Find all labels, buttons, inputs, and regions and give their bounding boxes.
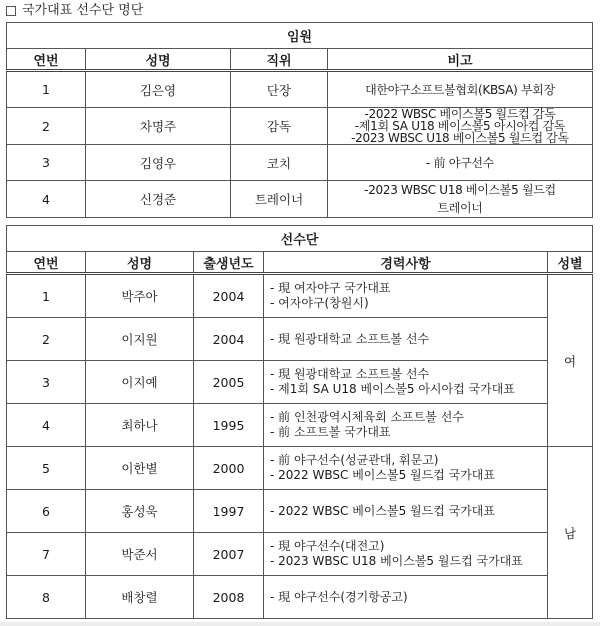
cell-no: 3 (7, 361, 86, 404)
col-header-position: 직위 (231, 49, 328, 71)
cell-no: 4 (7, 404, 86, 447)
cell-position: 단장 (231, 71, 328, 108)
table-row (7, 404, 593, 447)
cell-birth-year: 2005 (194, 361, 264, 404)
cell-notes: -2023 WBSC U18 베이스볼5 월드컵 트레이너 (328, 181, 593, 218)
cell-birth-year: 2007 (194, 533, 264, 576)
staff-table (6, 22, 593, 218)
col-header-no: 연번 (7, 252, 86, 274)
table-row (7, 71, 593, 108)
cell-name: 차명주 (86, 108, 231, 145)
player-table-caption: 선수단 (7, 226, 593, 252)
table-row (7, 318, 593, 361)
cell-name: 박주아 (86, 274, 194, 318)
cell-no: 4 (7, 181, 86, 218)
cell-notes: 대한야구소프트볼협회(KBSA) 부회장 (328, 71, 593, 108)
cell-no: 1 (7, 274, 86, 318)
cell-notes: -2022 WBSC 베이스볼5 월드컵 감독 -제1회 SA U18 베이스볼5 아시아컵 감독 -2023 WBSC U18 베이스볼5 월드컵 감독 (328, 108, 593, 145)
cell-name: 박준서 (86, 533, 194, 576)
cell-no: 2 (7, 318, 86, 361)
cell-name: 김은영 (86, 71, 231, 108)
cell-career: - 現 야구선수(경기항공고) (264, 576, 548, 619)
cell-name: 배창렬 (86, 576, 194, 619)
cell-position: 트레이너 (231, 181, 328, 218)
col-header-birth-year: 출생년도 (194, 252, 264, 274)
checkbox-square-icon (6, 6, 16, 16)
page-bottom-edge (0, 622, 600, 626)
cell-birth-year: 2008 (194, 576, 264, 619)
cell-gender-female: 여 (548, 274, 593, 447)
cell-career: - 現 야구선수(대전고) - 2023 WBSC U18 베이스볼5 월드컵 국가대표 (264, 533, 548, 576)
cell-name: 이한별 (86, 447, 194, 490)
cell-no: 1 (7, 71, 86, 108)
cell-no: 6 (7, 490, 86, 533)
cell-career: - 2022 WBSC 베이스볼5 월드컵 국가대표 (264, 490, 548, 533)
cell-gender-male: 남 (548, 447, 593, 619)
cell-position: 코치 (231, 145, 328, 181)
cell-birth-year: 2004 (194, 318, 264, 361)
cell-notes: - 前 야구선수 (328, 145, 593, 181)
cell-name: 최하나 (86, 404, 194, 447)
table-row (7, 145, 593, 181)
table-row (7, 361, 593, 404)
table-row (7, 108, 593, 145)
table-row (7, 576, 593, 619)
cell-name: 신경준 (86, 181, 231, 218)
col-header-name: 성명 (86, 252, 194, 274)
cell-birth-year: 2004 (194, 274, 264, 318)
col-header-career: 경력사항 (264, 252, 548, 274)
col-header-no: 연번 (7, 49, 86, 71)
table-row (7, 274, 593, 318)
cell-birth-year: 1997 (194, 490, 264, 533)
table-row (7, 533, 593, 576)
cell-no: 2 (7, 108, 86, 145)
cell-name: 이지예 (86, 361, 194, 404)
cell-career: - 現 여자야구 국가대표 - 여자야구(창원시) (264, 274, 548, 318)
cell-no: 7 (7, 533, 86, 576)
cell-name: 김영우 (86, 145, 231, 181)
cell-career: - 現 원광대학교 소프트볼 선수 (264, 318, 548, 361)
col-header-notes: 비고 (328, 49, 593, 71)
cell-career: - 前 야구선수(성균관대, 휘문고) - 2022 WBSC 베이스볼5 월드컵 국가대표 (264, 447, 548, 490)
cell-birth-year: 2000 (194, 447, 264, 490)
col-header-name: 성명 (86, 49, 231, 71)
staff-table-caption: 임원 (7, 23, 593, 49)
cell-name: 이지원 (86, 318, 194, 361)
page-title (6, 2, 143, 20)
cell-no: 5 (7, 447, 86, 490)
cell-career: - 現 원광대학교 소프트볼 선수 - 제1회 SA U18 베이스볼5 아시아컵 국가대표 (264, 361, 548, 404)
cell-birth-year: 1995 (194, 404, 264, 447)
col-header-gender: 성별 (548, 252, 593, 274)
cell-no: 3 (7, 145, 86, 181)
table-row (7, 181, 593, 218)
table-row (7, 447, 593, 490)
table-row (7, 490, 593, 533)
page-title-text: 국가대표 선수단 명단 (22, 3, 144, 18)
cell-name: 홍성욱 (86, 490, 194, 533)
cell-career: - 前 인천광역시체육회 소프트볼 선수 - 前 소프트볼 국가대표 (264, 404, 548, 447)
player-table (6, 225, 593, 619)
cell-no: 8 (7, 576, 86, 619)
cell-position: 감독 (231, 108, 328, 145)
